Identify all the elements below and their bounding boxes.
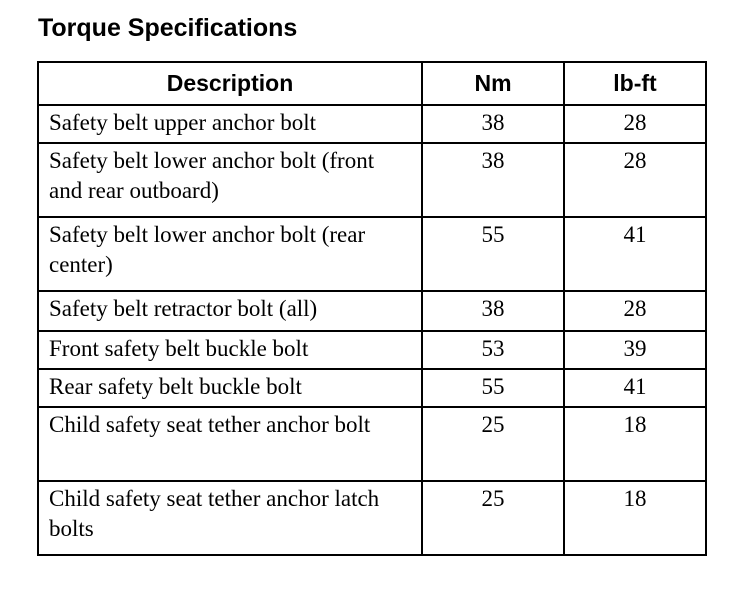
nm-cell: 55	[422, 217, 564, 291]
column-header-nm: Nm	[422, 62, 564, 105]
nm-cell: 25	[422, 481, 564, 555]
lbft-cell: 28	[564, 105, 706, 143]
table-row	[38, 407, 706, 481]
description-cell: Child safety seat tether anchor bolt	[38, 407, 422, 481]
nm-cell: 38	[422, 143, 564, 217]
description-cell: Safety belt lower anchor bolt (rear center)	[38, 217, 422, 291]
nm-cell: 38	[422, 105, 564, 143]
description-cell: Safety belt retractor bolt (all)	[38, 291, 422, 331]
description-cell: Child safety seat tether anchor latch bolts	[38, 481, 422, 555]
lbft-cell: 28	[564, 291, 706, 331]
lbft-cell: 41	[564, 217, 706, 291]
lbft-cell: 18	[564, 481, 706, 555]
nm-cell: 53	[422, 331, 564, 369]
table-row	[38, 217, 706, 291]
nm-cell: 25	[422, 407, 564, 481]
table-row	[38, 481, 706, 555]
torque-specifications-table	[37, 61, 707, 556]
table-row	[38, 143, 706, 217]
description-cell: Front safety belt buckle bolt	[38, 331, 422, 369]
description-cell: Safety belt lower anchor bolt (front and rear outboard)	[38, 143, 422, 217]
column-header-lbft: lb-ft	[564, 62, 706, 105]
page-title: Torque Specifications	[38, 14, 298, 42]
nm-cell: 38	[422, 291, 564, 331]
nm-cell: 55	[422, 369, 564, 407]
lbft-cell: 41	[564, 369, 706, 407]
table-row	[38, 105, 706, 143]
table-row	[38, 291, 706, 331]
table-header-row	[38, 62, 706, 105]
column-header-description: Description	[38, 62, 422, 105]
lbft-cell: 18	[564, 407, 706, 481]
table-row	[38, 331, 706, 369]
lbft-cell: 39	[564, 331, 706, 369]
description-cell: Rear safety belt buckle bolt	[38, 369, 422, 407]
description-cell: Safety belt upper anchor bolt	[38, 105, 422, 143]
table-row	[38, 369, 706, 407]
lbft-cell: 28	[564, 143, 706, 217]
